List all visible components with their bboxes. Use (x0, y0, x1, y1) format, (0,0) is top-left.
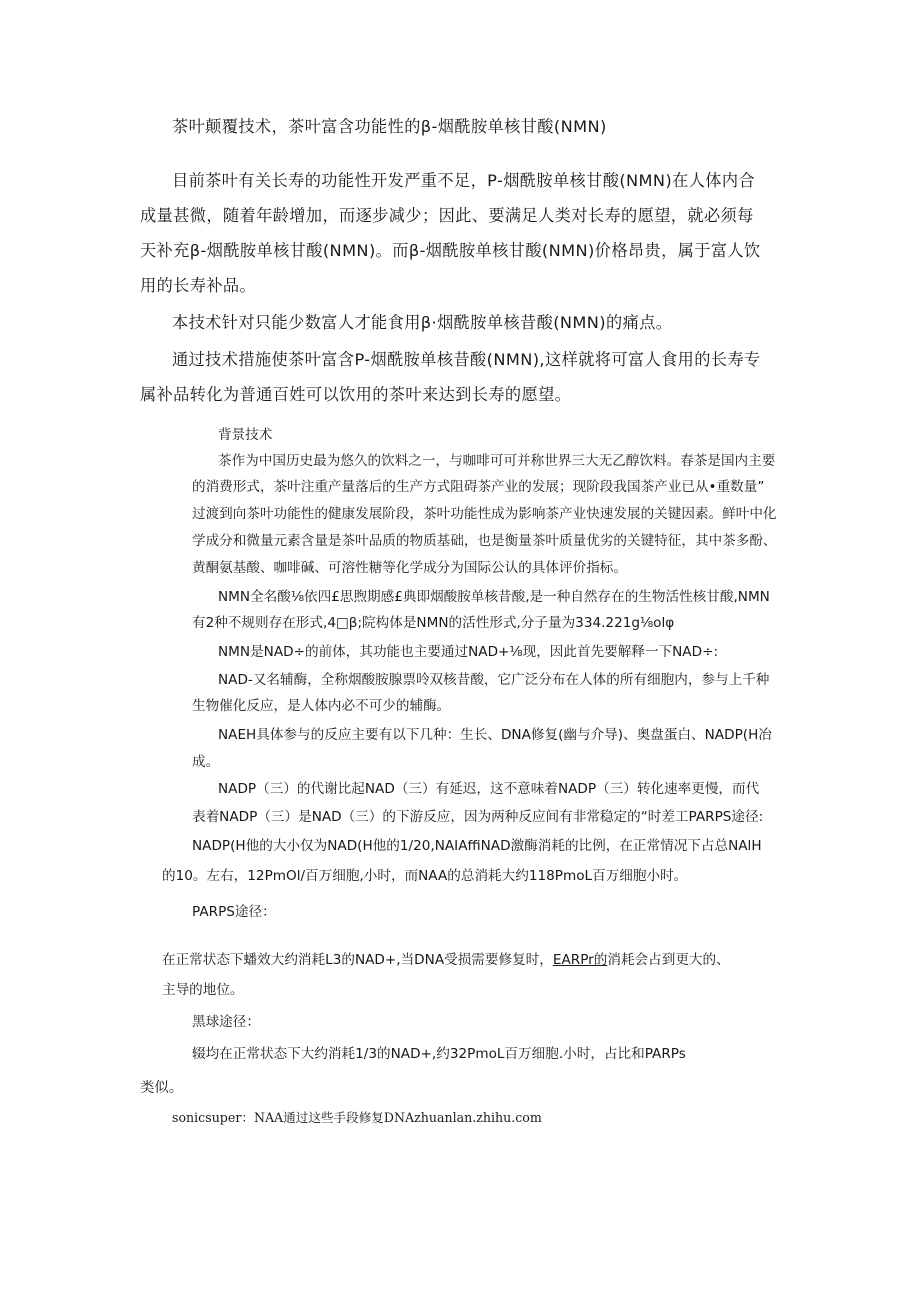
intro-line: 通过技术措施使茶叶富含P-烟酰胺单核昔酸(NMN),这样就将可富人食用的长寿专 (172, 350, 761, 369)
document-title: 茶叶颠覆技术，茶叶富含功能性的β-烟酰胺单核甘酸(NMN) (172, 117, 607, 136)
paragraph-line: 生物催化反应，是人体内必不可少的辅酶。 (192, 698, 451, 714)
paragraph-line: 有2种不规则存在形式,4□β;院构体是NMN的活性形式,分子量为334.221g⅛olφ (192, 615, 675, 631)
paragraph-text: 消耗会占到更大的、 (607, 952, 730, 968)
paragraph-line: 成。 (192, 754, 220, 770)
intro-line: 天补充β-烟酰胺单核甘酸(NMN)。而β-烟酰胺单核甘酸(NMN)价格昂贵，属于富人饮 (140, 241, 761, 260)
paragraph-line: 茶作为中国历史最为悠久的饮料之一，与咖啡可可并称世界三大无乙醇饮料。春茶是国内主要 (218, 453, 776, 469)
paragraph-line: NADP（三）的代谢比起NAD（三）有延迟，这不意味着NADP（三）转化速率更慢，而代 (218, 781, 760, 797)
section-heading: PARPS途径： (192, 904, 276, 920)
paragraph-line: 学成分和微量元素含量是茶叶品质的物质基础，也是衡量茶叶质量优劣的关键特征，其中茶多酚、 (192, 533, 777, 549)
paragraph-line: 的消费形式，茶叶注重产量落后的生产方式阻碍茶产业的发展；现阶段我国茶产业已从•重数量” (192, 479, 765, 495)
paragraph-line: NADP(H他的大小仅为NAD(H他的1/20,NAIAffiNAD激酶消耗的比例，在正常情况下占总NAlH (192, 838, 762, 854)
intro-line: 本技术针对只能少数富人才能食用β·烟酰胺单核昔酸(NMN)的痛点。 (172, 313, 673, 332)
paragraph-line: 过渡到向茶叶功能性的健康发展阶段，茶叶功能性成为影响茶产业快速发展的关键因素。鲜叶中化 (192, 506, 777, 522)
section-heading: 背景技术 (218, 427, 273, 443)
paragraph-line: 黄酮氨基酸、咖啡碱、可溶性糖等化学成分为国际公认的具体评价指标。 (192, 560, 627, 576)
paragraph-text: 在正常状态下蟠效大约消耗L3的NAD+,当DNA受损需要修复时， (162, 952, 553, 968)
earpr-link[interactable]: EARPr的 (552, 952, 608, 968)
source-citation: sonicsuper：NAA通过这些手段修复DNAzhuanlan.zhihu.com (172, 1110, 542, 1125)
intro-line: 用的长寿补品。 (140, 276, 257, 295)
intro-line: 成量甚微，随着年龄增加，而逐步减少；因此、要满足人类对长寿的愿望，就必须每 (140, 206, 754, 225)
paragraph-line (162, 948, 730, 968)
paragraph-line: NAEH具体参与的反应主要有以下几种：生长、DNA修复(幽与介导)、奥盘蛋白、NADP(H冶 (218, 727, 772, 743)
paragraph-line: 主导的地位。 (162, 982, 244, 998)
paragraph-line: 表着NADP（三）是NAD（三）的下游反应，因为两种反应间有非常稳定的“时差工PARPS途径: (192, 809, 764, 825)
paragraph-line: NMN全名酸⅛依四£思煦期感£典即烟酸胺单核昔酸,是一种自然存在的生物活性核甘酸,NMN (218, 589, 770, 605)
intro-line: 目前茶叶有关长寿的功能性开发严重不足，P-烟酰胺单核甘酸(NMN)在人体内合 (172, 171, 756, 190)
section-heading: 黑球途径： (192, 1014, 260, 1030)
paragraph-line: 类似。 (140, 1080, 184, 1096)
paragraph-line: NMN是NAD÷的前体，其功能也主要通过NAD+⅛现，因此首先要解释一下NAD÷: (218, 644, 719, 660)
paragraph-line: 的10。左右，12PmOl/百万细胞,小时，而NAA的总消耗大约118PmoL百万细胞小时。 (162, 868, 688, 884)
paragraph-line: 辍均在正常状态下大约消耗1/3的NAD+,约32PmoL百万细胞.小时，占比和PARPs (192, 1046, 686, 1062)
intro-line: 属补品转化为普通百姓可以饮用的茶叶来达到长寿的愿望。 (140, 385, 572, 404)
paragraph-line: NAD-又名辅酶，全称烟酸胺腺票呤双核昔酸，它广泛分布在人体的所有细胞内，参与上千种 (218, 672, 770, 688)
